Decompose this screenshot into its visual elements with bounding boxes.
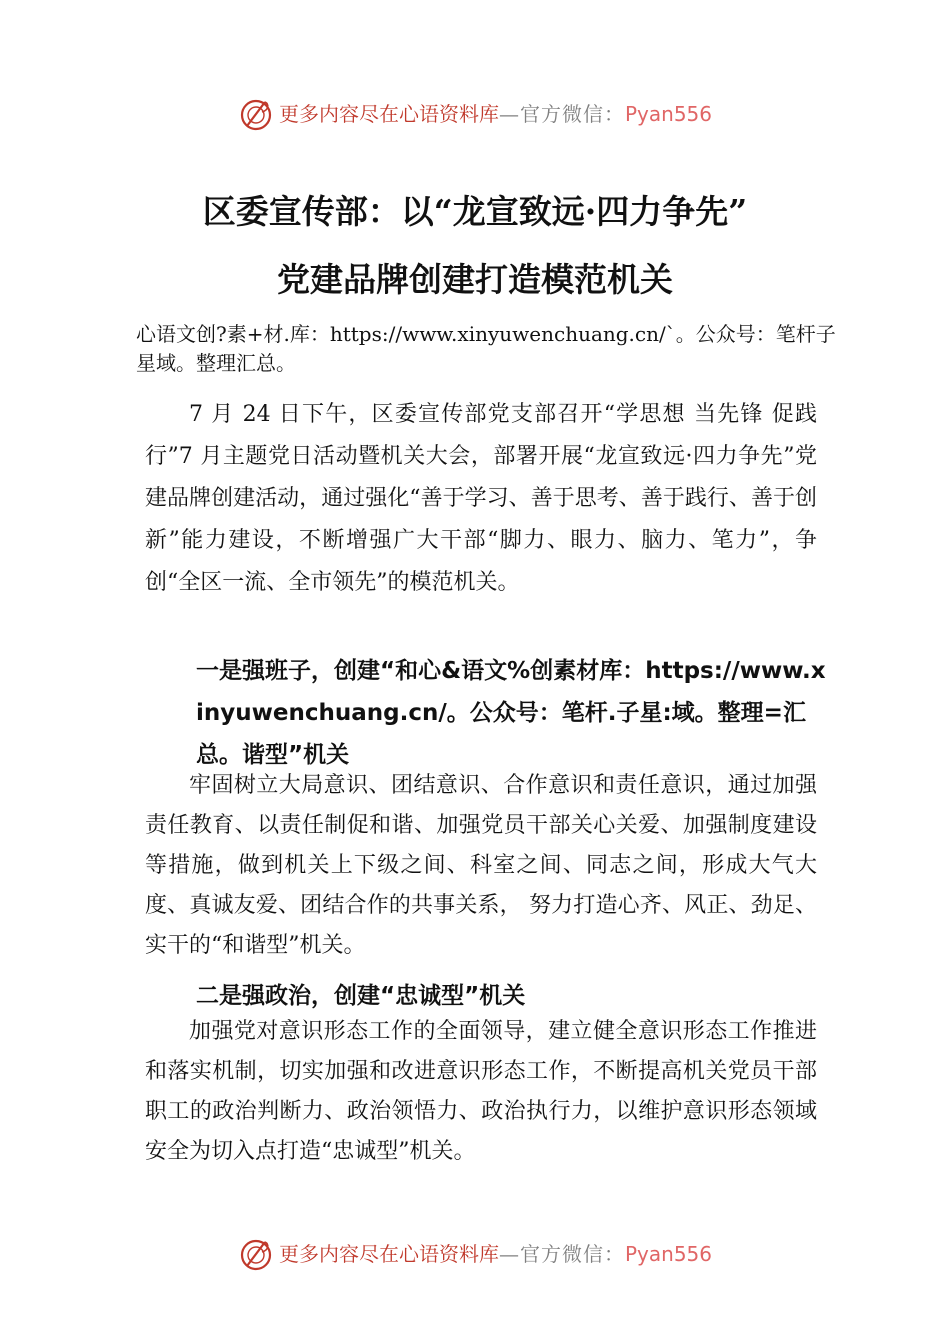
section-heading-1: 一是强班子，创建“和心&语文%创素材库：https://www.xinyuwenchuang.cn/。公众号：笔杆.子星:域。整理=汇总。谐型”机关 xyxy=(196,658,826,768)
banner-wechat-label: —官方微信： xyxy=(499,1242,625,1266)
banner-slogan: 更多内容尽在心语资料库 xyxy=(279,1242,499,1266)
footer-banner xyxy=(0,1234,950,1274)
header-banner xyxy=(0,94,950,134)
banner-wechat-id: Pyan556 xyxy=(625,1242,713,1266)
section-heading-2: 二是强政治，创建“忠诚型”机关 xyxy=(196,983,526,1009)
paragraph-intro: 7 月 24 日下午，区委宣传部党支部召开“学思想 当先锋 促践行”7 月主题党日活动暨机关大会，部署开展“龙宣致远·四力争先”党建品牌创建活动，通过强化“善于学习、善于思考、善于践行、善于创新”能力建设，不断增强广大干部“脚力、眼力、脑力、笔力”，争创“全区一流、全市领先”的模范机关。 xyxy=(145,402,817,595)
quill-seal-icon xyxy=(238,1236,274,1272)
paragraph-section-1: 牢固树立大局意识、团结意识、合作意识和责任意识，通过加强责任教育、以责任制促和谐、加强党员干部关心关爱、加强制度建设等措施，做到机关上下级之间、科室之间、同志之间，形成大气大度、真诚友爱、团结合作的共事关系， 努力打造心齐、风正、劲足、实干的“和谐型”机关。 xyxy=(145,773,817,958)
banner-text xyxy=(279,102,712,127)
banner-text xyxy=(279,1242,712,1267)
article-title-line-1: 区委宣传部：以“龙宣致远·四力争先” xyxy=(202,192,748,231)
article-title-line-2: 党建品牌创建打造模范机关 xyxy=(277,260,673,299)
banner-wechat-label: —官方微信： xyxy=(499,102,625,126)
quill-seal-icon xyxy=(238,96,274,132)
source-note: 心语文创?素+材.库：https://www.xinyuwenchuang.cn/`。公众号：笔杆子星域。整理汇总。 xyxy=(136,322,836,375)
banner-wechat-id: Pyan556 xyxy=(625,102,713,126)
banner-slogan: 更多内容尽在心语资料库 xyxy=(279,102,499,126)
paragraph-section-2: 加强党对意识形态工作的全面领导，建立健全意识形态工作推进和落实机制，切实加强和改进意识形态工作，不断提高机关党员干部职工的政治判断力、政治领悟力、政治执行力，以维护意识形态领域安全为切入点打造“忠诚型”机关。 xyxy=(145,1019,817,1164)
